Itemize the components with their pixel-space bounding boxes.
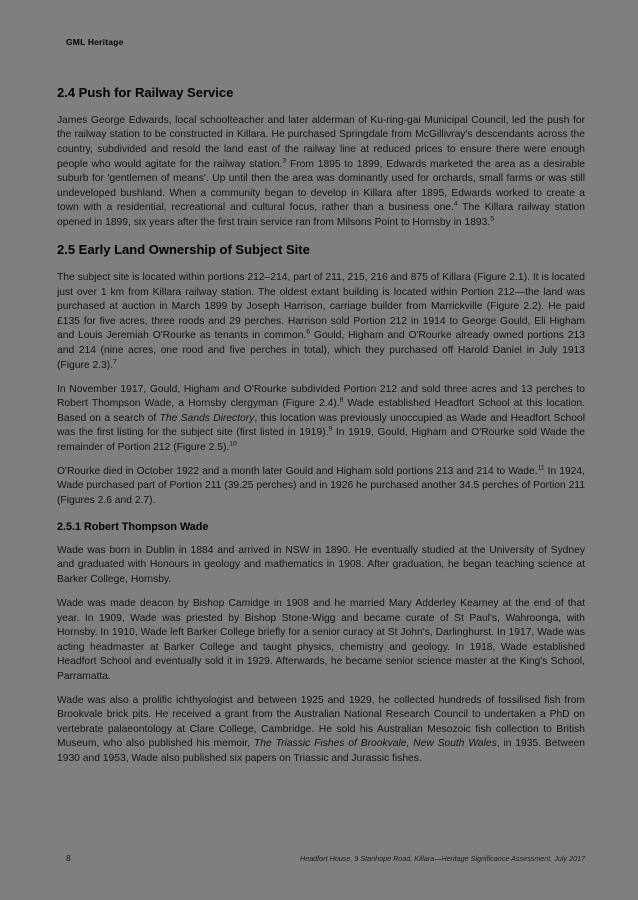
paragraph: The subject site is located within portions 212–214, part of 211, 215, 216 and 875 of Killara (Figure 2.1). It is located just over 1 km from Killara railway station. The oldest extant building is located within Portion 212—the land was purchased at auction in March 1899 by Joseph Harrison, carriage builder from Marrickville (Figure 2.2). He paid £135 for five acres, three roods and 29 perches. Harrison sold Portion 212 in 1914 to George Gould, Eli Higham and Louis Jeremiah O'Rourke as tenants in common.$^6$ Gould, Higham and O'Rourke already owned portions 213 and 214 (nine acres, one rood and five perches in total), which they purchased off Harold Daniel in July 1913 (Figure 2.3).$^7$ — [57, 272, 585, 371]
footer-page-number: 8 — [66, 853, 71, 863]
paragraph: O'Rourke died in October 1922 and a month later Gould and Higham sold portions 213 and 214 to Wade.$^{11}$ In 1924, Wade purchased part of Portion 211 (39.25 perches) and in 1926 he purchased another 34.5 perches of Portion 211 (Figures 2.6 and 2.7). — [57, 464, 585, 506]
paragraph: Wade was made deacon by Bishop Camidge in 1908 and he married Mary Adderley Kearney at the end of that year. In 1909, Wade was priested by Bishop Stone-Wigg and became curate of St Paul's, Wahroonga, with Hornsby. In 1910, Wade left Barker College briefly for a senior curacy at St John's, Darlinghurst. In 1917, Wade was acting headmaster at Barker College and taught physics, chemistry and geology. In 1918, Wade established Headfort School and eventually sold it in 1929. Afterwards, he became senior science master at the King's School, Parramatta. — [57, 598, 585, 682]
footnote-marker: 5 — [490, 215, 495, 223]
header-brand: GML Heritage — [66, 37, 124, 47]
footnote-marker: 6 — [306, 329, 311, 337]
footnote-marker: 3 — [282, 157, 287, 165]
page-footer — [57, 853, 585, 863]
footnote-marker: 9 — [328, 425, 333, 433]
paragraph: In November 1917, Gould, Higham and O'Rourke subdivided Portion 212 and sold three acres and 13 perches to Robert Thompson Wade, a Hornsby clergyman (Figure 2.4).$^8$ Wade established Headfort School at this location. Based on a search of The Sands Directory, this location was previously unoccupied as Wade and Headfort School was the first listing for the subject site (first listed in 1919).$^9$ In 1919, Gould, Higham and O'Rourke sold Wade the remainder of Portion 212 (Figure 2.5).$^{10}$ — [57, 383, 586, 453]
footnote-marker: 4 — [453, 200, 458, 208]
document-content — [57, 86, 585, 776]
section-heading: 2.4 Push for Railway Service — [57, 85, 234, 100]
footnote-marker: 8 — [339, 396, 344, 404]
section-heading: 2.5 Early Land Ownership of Subject Site — [57, 242, 310, 258]
footnote-marker: 10 — [229, 440, 237, 448]
paragraph: Wade was also a prolific ichthyologist and between 1925 and 1929, he collected hundreds of fossilised fish from Brookvale brick pits. He received a grant from the Australian National Research Council to undertaken a PhD on vertebrate palaeontology at Clare College, Cambridge. He sold his Australian Mesozoic fish collection to British Museum, who also published his memoir, The Triassic Fishes of Brookvale, New South Wales, in 1935. Between 1930 and 1953, Wade also published six papers on Triassic and Jurassic fishes. — [57, 694, 585, 764]
footnote-marker: 11 — [537, 464, 545, 472]
paragraph: James George Edwards, local schoolteacher and later alderman of Ku-ring-gai Municipal Council, led the push for the railway station to be constructed in Killara. He purchased Springdale from McGillivray's descendants across the country, subdivided and resold the land east of the railway line at reduced prices to ensure there were enough people who would agitate for the railway station.$^3$ From 1895 to 1899, Edwards marketed the area as a desirable suburb for 'gentlemen of means'. Up until then the area was dominantly used for orchards, small farms or was still undeveloped bushland. When a community began to develop in Killara after 1895, Edwards worked to create a town with a residential, recreational and cultural focus, rather than a business one.$^4$ The Killara railway station opened in 1899, six years after the first train service ran from Milsons Point to Hornsby in 1893.$^5$ — [57, 114, 585, 228]
subsection-heading: 2.5.1 Robert Thompson Wade — [57, 521, 209, 534]
footer-document-title: Headfort House, 9 Stanhope Road, Killara—Heritage Significance Assessment, July 2017 — [300, 854, 585, 863]
paragraph: Wade was born in Dublin in 1884 and arrived in NSW in 1890. He eventually studied at the University of Sydney and graduated with Honours in geology and mathematics in 1908. After graduation, he began teaching science at Barker College, Hornsby. — [57, 544, 585, 585]
footnote-marker: 7 — [113, 358, 117, 366]
